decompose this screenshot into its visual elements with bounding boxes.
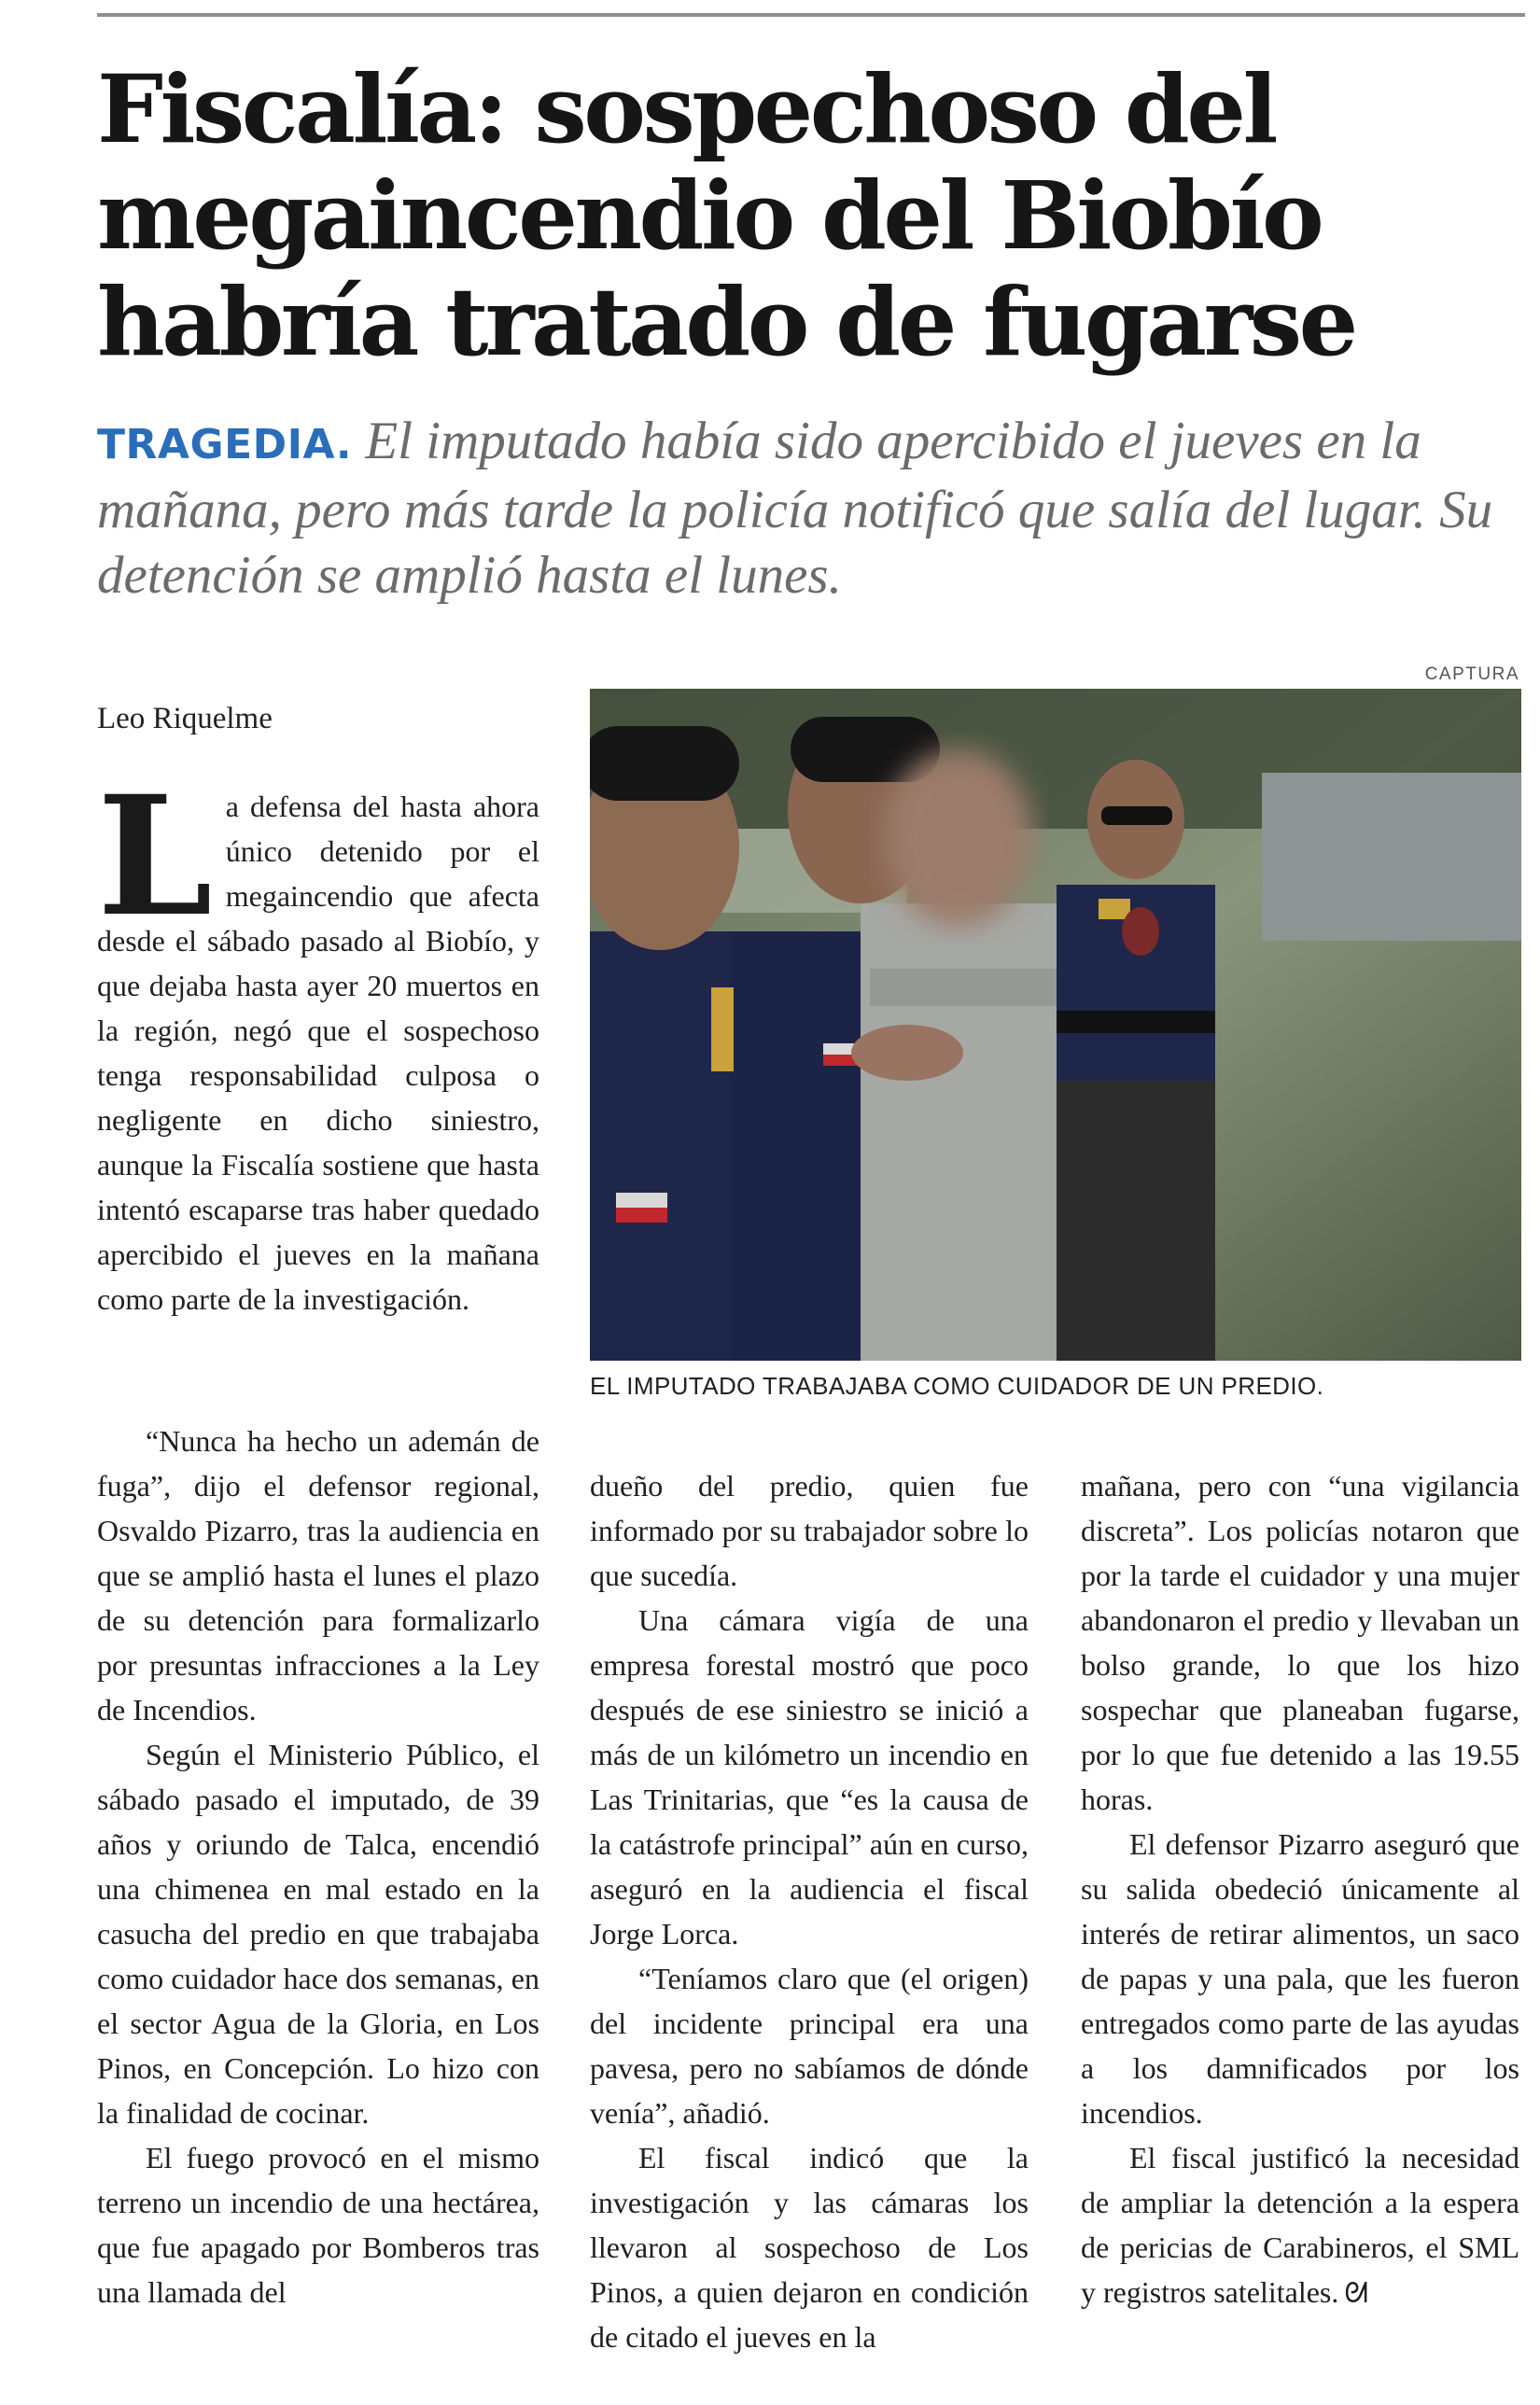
paragraph-defensor: El defensor Pizarro aseguró que su salida obedeció únicamente al interés de retirar alimentos, un saco de papas y una pala, que les fueron entregados como parte de las ayudas a los damnificados por los incendios. — [1081, 1827, 1519, 2130]
column-3 — [1081, 1463, 1519, 2316]
headline-line-3: habría tratado de fugarse — [97, 267, 1355, 377]
kicker: TRAGEDIA. — [97, 421, 353, 468]
lead-paragraph — [97, 760, 539, 1321]
drop-cap: L — [97, 760, 213, 953]
photo-credit: CAPTURA — [1424, 664, 1519, 684]
column-1-top — [97, 760, 539, 1321]
paragraph-investigacion: El fiscal indicó que la investigación y las cámaras los llevaron al sospechoso de Los Pinos, a quien dejaron en condición de citado el jueves en la — [590, 2141, 1029, 2354]
paragraph-pavesa: “Teníamos claro que (el origen) del incidente principal era una pavesa, pero no sabíamos de dónde venía”, añadió. — [590, 1962, 1029, 2130]
deck — [97, 409, 1525, 608]
top-rule — [97, 13, 1525, 17]
end-mark-icon: ᘛ — [1344, 2278, 1368, 2309]
paragraph-fuego: El fuego provocó en el mismo terreno un incendio de una hectárea, que fue apagado por Bomberos tras una llamada del — [97, 2141, 539, 2309]
paragraph-continuation: dueño del predio, quien fue informado por su trabajador sobre lo que sucedía. — [590, 1469, 1029, 1592]
headline-line-2: megaincendio del Biobío — [97, 161, 1322, 271]
lead-text: a defensa del hasta ahora único detenido por el megaincendio que afecta desde el sábado pasado al Biobío, y que dejaba hasta ayer 20 muertos en la región, negó que el sospechoso tenga responsabilidad culposa o negligente en dicho siniestro, aunque la Fiscalía sostiene que hasta intentó escaparse tras haber quedado apercibido el jueves en la mañana como parte de la investigación. — [97, 790, 539, 1316]
photo-illustration — [590, 689, 1521, 1361]
photo-caption: EL IMPUTADO TRABAJABA COMO CUIDADOR DE UN PREDIO. — [590, 1372, 1324, 1400]
headline — [97, 56, 1516, 375]
article-photo — [590, 689, 1521, 1361]
column-1-bottom — [97, 1419, 539, 2314]
paragraph-ministerio: Según el Ministerio Público, el sábado pasado el imputado, de 39 años y oriundo de Talca, encendió una chimenea en mal estado en la casucha del predio en que trabajaba como cuidador hace dos semanas, en el sector Agua de la Gloria, en Los Pinos, en Concepción. Lo hizo con la finalidad de cocinar. — [97, 1738, 539, 2130]
headline-line-1: Fiscalía: sospechoso del — [97, 54, 1275, 164]
paragraph-fiscal-text: El fiscal justificó la necesidad de ampliar la detención a la espera de pericias de Carabineros, el SML y registros satelitales. — [1081, 2141, 1519, 2309]
deck-text: El imputado había sido apercibido el jueves en la mañana, pero más tarde la policía notificó que salía del lugar. Su detención se amplió hasta el lunes. — [97, 412, 1493, 605]
paragraph-quote: “Nunca ha hecho un ademán de fuga”, dijo el defensor regional, Osvaldo Pizarro, tras la audiencia en que se amplió hasta el lunes el plazo de su detención para formalizarlo por presuntas infracciones a la Ley de Incendios. — [97, 1424, 539, 1727]
paragraph-continuation: mañana, pero con “una vigilancia discreta”. Los policías notaron que por la tarde el cuidador y una mujer abandonaron el predio y llevaban un bolso grande, lo que los hizo sospechar que planeaban fugarse, por lo que fue detenido a las 19.55 horas. — [1081, 1469, 1519, 1816]
column-2 — [590, 1463, 1029, 2359]
paragraph-camara: Una cámara vigía de una empresa forestal mostró que poco después de ese siniestro se inició a más de un kilómetro un incendio en Las Trinitarias, que “es la causa de la catástrofe principal” aún en curso, aseguró en la audiencia el fiscal Jorge Lorca. — [590, 1603, 1029, 1951]
paragraph-fiscal — [1081, 2135, 1519, 2316]
byline: Leo Riquelme — [97, 702, 273, 735]
